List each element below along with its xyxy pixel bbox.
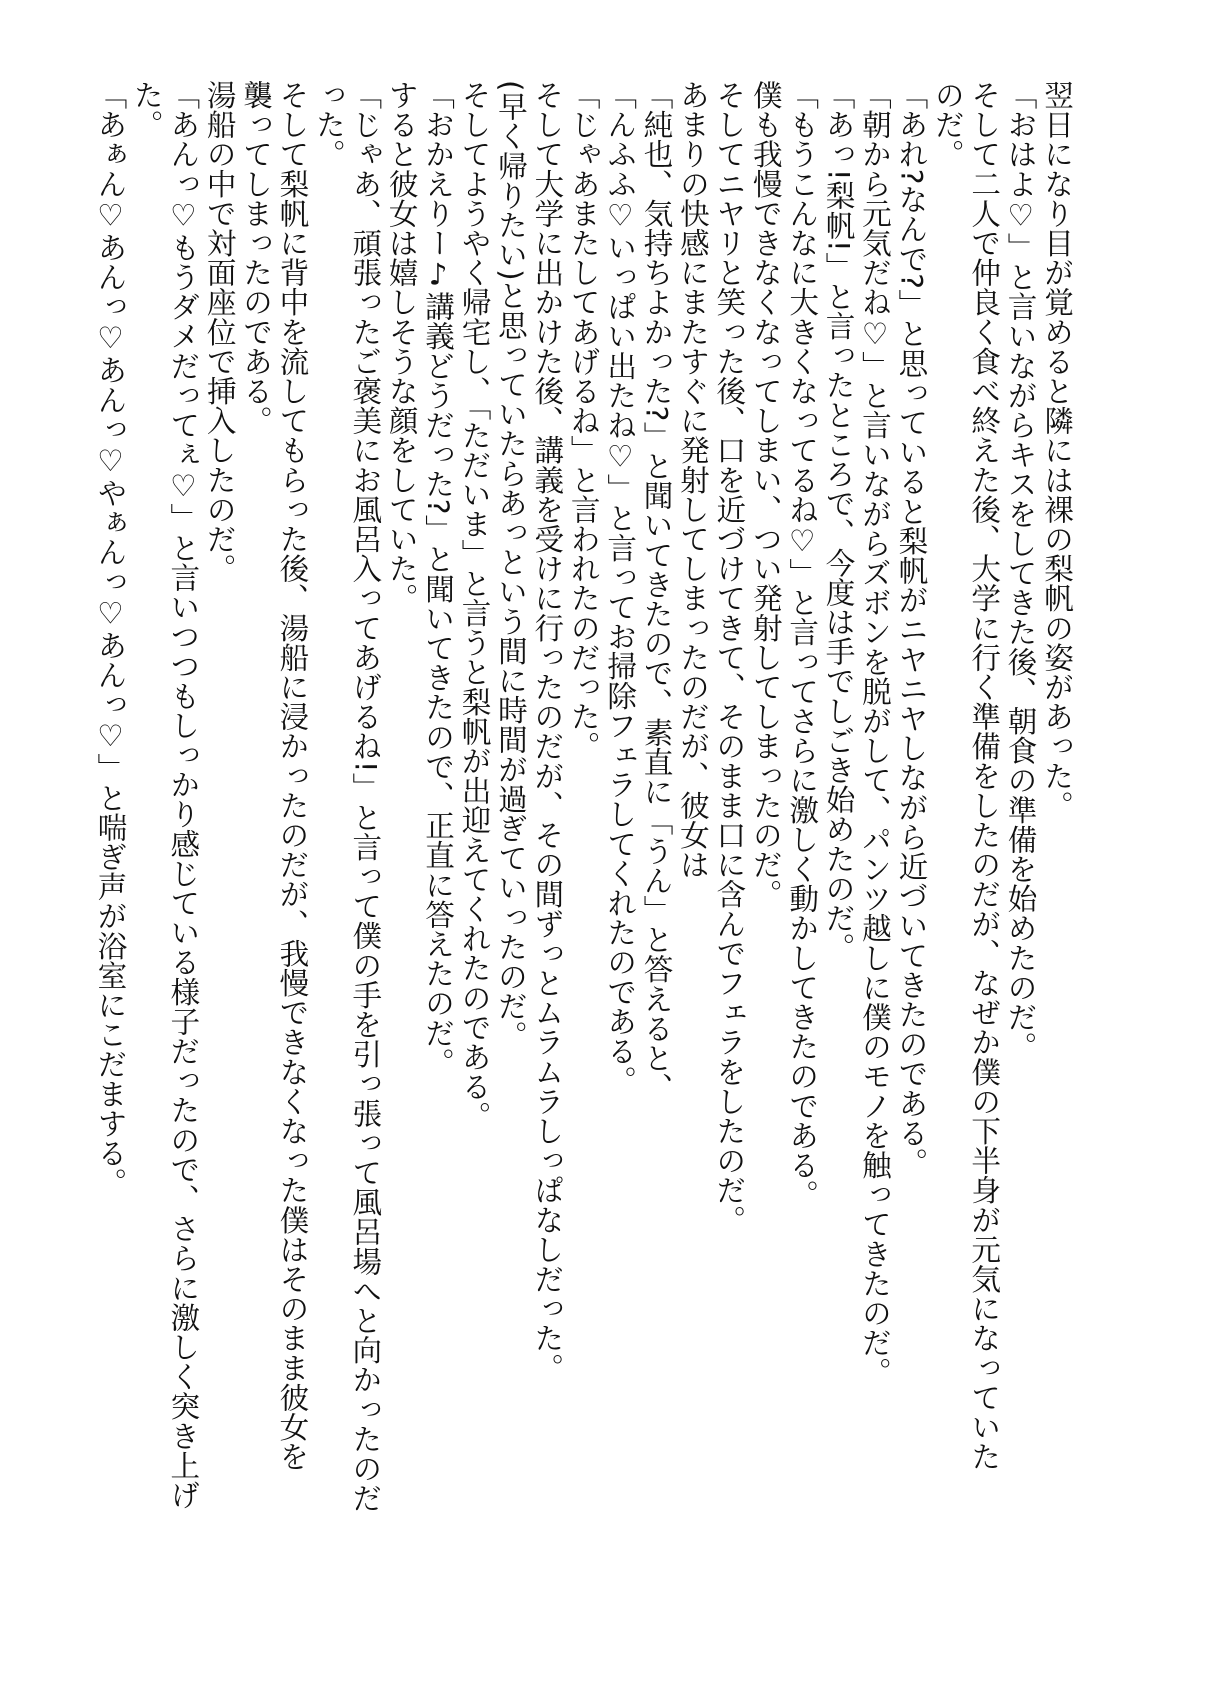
text-line: 襲ってしまったのである。 — [239, 80, 274, 436]
text-line: 「おかえりー♪講義どうだった?」と聞いてきたので、正直に答えたのだ。 — [421, 80, 456, 1077]
text-line: 湯船の中で対面座位で挿入したのだ。 — [202, 80, 237, 584]
text-line: た。 — [129, 80, 164, 140]
text-line: そして梨帆に背中を流してもらった後、湯船に浸かったのだが、我慢できなくなった僕はそのまま彼女を — [275, 80, 310, 1472]
text-line: 「あんっ♡もうダメだってぇ♡」と言いつつもしっかり感じている様子だったので、さらに激しく突き上げ — [166, 80, 201, 1510]
text-line: 「おはよ♡」と言いながらキスをしてきた後、朝食の準備を始めたのだ。 — [1003, 80, 1038, 1062]
text-line: 「あっ!梨帆!」と言ったところで、今度は手でしごき始めたのだ。 — [821, 80, 856, 963]
text-line: 「純也、気持ちよかった?」と聞いてきたので、素直に「うん」と答えると、 — [639, 80, 674, 1103]
text-line: そしてようやく帰宅し、「ただいま」と言うと梨帆が出迎えてくれたのである。 — [457, 80, 492, 1131]
text-line: (早く帰りたい)と思っていたらあっという間に時間が過ぎていったのだ。 — [493, 80, 528, 1051]
text-line: 「朝から元気だね♡」と言いながらズボンを脱がして、パンツ越しに僕のモノを触ってきたのだ。 — [857, 80, 892, 1387]
text-line: 「あれ?なんで?」と思っていると梨帆がニヤニヤしながら近づいてきたのである。 — [894, 80, 929, 1178]
text-line: 翌日になり目が覚めると隣には裸の梨帆の姿があった。 — [1040, 80, 1074, 820]
text-line: 「じゃあ、頑張ったご褒美にお風呂入ってあげるね!」と言って僕の手を引っ張って風呂場へと向かったのだ — [348, 80, 383, 1513]
text-line: 「んふふ♡いっぱい出たね♡」と言ってお掃除フェラしてくれたのである。 — [603, 80, 638, 1096]
text-line: そして大学に出かけた後、講義を受けに行ったのだが、その間ずっとムラムラしっぱなしだった。 — [530, 80, 565, 1383]
text-line: そしてニヤリと笑った後、口を近づけてきて、そのまま口に含んでフェラをしたのだ。 — [712, 80, 747, 1235]
vertical-text-page — [92, 80, 1075, 1600]
text-line: そして二人で仲良く食べ終えた後、大学に行く準備をしたのだが、なぜか僕の下半身が元気になっていた — [967, 80, 1002, 1472]
text-line: 「もうこんなに大きくなってるね♡」と言ってさらに激しく動かしてきたのである。 — [785, 80, 820, 1210]
text-line: のだ。 — [930, 80, 965, 169]
text-line: った。 — [311, 80, 346, 169]
text-line: 「じゃあまたしてあげるね」と言われたのだった。 — [566, 80, 601, 761]
text-line: あまりの快感にまたすぐに発射してしまったのだが、彼女は — [675, 80, 710, 880]
text-line: すると彼女は嬉しそうな顔をしていた。 — [384, 80, 419, 613]
text-line: 僕も我慢できなくなってしまい、つい発射してしまったのだ。 — [748, 80, 783, 909]
text-line: 「あぁん♡あんっ♡あんっ♡やぁんっ♡あんっ♡」と喘ぎ声が浴室にこだまする。 — [93, 80, 128, 1198]
